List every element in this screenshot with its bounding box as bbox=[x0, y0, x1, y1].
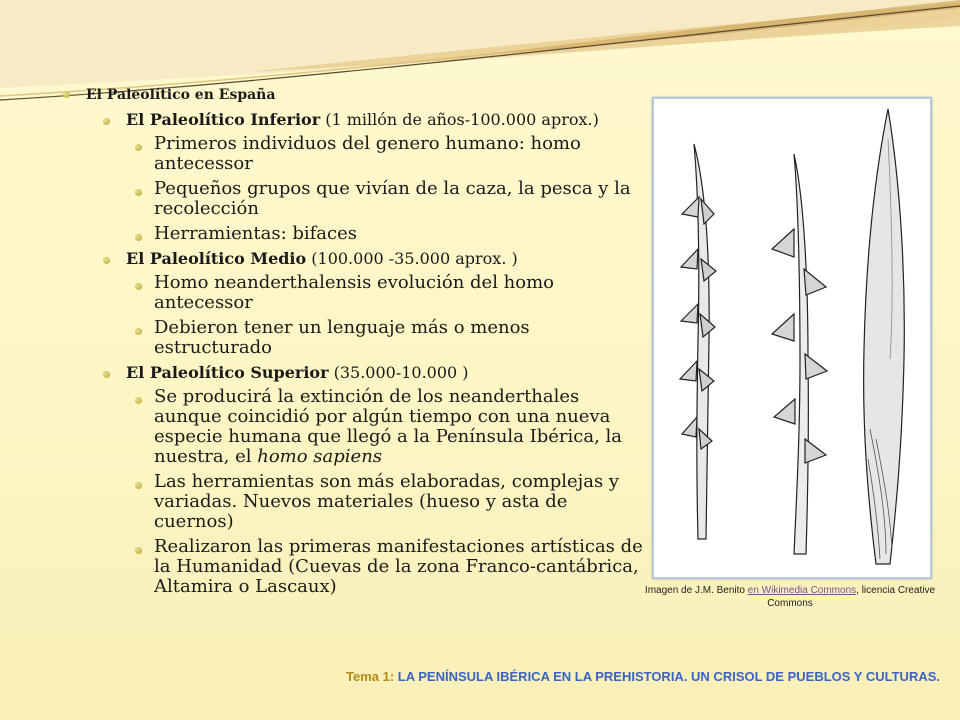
section-title-text: El Paleolítico Medio (100.000 -35.000 aprox. ) bbox=[126, 249, 518, 268]
image-caption: Imagen de J.M. Benito en Wikimedia Commons, licencia Creative Commons bbox=[644, 585, 936, 609]
bullet-icon bbox=[135, 397, 142, 404]
bullet-icon bbox=[63, 91, 70, 98]
bullet-icon bbox=[103, 257, 110, 264]
harpoon-illustration bbox=[652, 97, 932, 579]
bullet-icon bbox=[103, 371, 110, 378]
heading-item bbox=[60, 84, 650, 104]
list-item: Realizaron las primeras manifestaciones artísticas de la Humanidad (Cuevas de la zona Franco-cantábrica, Altamira o Lascaux) bbox=[60, 537, 650, 597]
bullet-icon bbox=[135, 283, 142, 290]
list-item: Se producirá la extinción de los neanderthales aunque coincidió por algún tiempo con una nueva especie humana que llegó a la Península Ibérica, la nuestra, el homo sapiens bbox=[60, 387, 650, 467]
bullet-icon bbox=[135, 482, 142, 489]
footer-title: LA PENÍNSULA IBÉRICA EN LA PREHISTORIA. UN CRISOL DE PUEBLOS Y CULTURAS. bbox=[394, 669, 940, 684]
section-title bbox=[60, 363, 650, 383]
list-item: Debieron tener un lenguaje más o menos estructurado bbox=[60, 318, 650, 358]
bullet-icon bbox=[135, 547, 142, 554]
harpoon-left bbox=[680, 144, 716, 539]
bullet-icon bbox=[135, 189, 142, 196]
list-item: Las herramientas son más elaboradas, complejas y variadas. Nuevos materiales (hueso y asta de cuernos) bbox=[60, 472, 650, 532]
harpoon-drawing bbox=[654, 99, 930, 577]
section-title bbox=[60, 110, 650, 130]
section-title-text: El Paleolítico Inferior (1 millón de años-100.000 aprox.) bbox=[126, 110, 599, 129]
list-item: Pequeños grupos que vivían de la caza, la pesca y la recolección bbox=[60, 179, 650, 219]
footer-label: Tema 1: bbox=[346, 669, 395, 684]
section-title bbox=[60, 249, 650, 269]
bullet-icon bbox=[135, 144, 142, 151]
bullet-icon bbox=[135, 328, 142, 335]
wikimedia-link[interactable]: en Wikimedia Commons bbox=[747, 585, 857, 596]
list-item: Herramientas: bifaces bbox=[60, 224, 650, 244]
slide-heading: El Paleolítico en España bbox=[86, 87, 276, 103]
list-item: Homo neanderthalensis evolución del homo antecessor bbox=[60, 273, 650, 313]
slide-footer bbox=[346, 669, 940, 684]
bullet-icon bbox=[103, 118, 110, 125]
harpoon-right bbox=[864, 109, 905, 564]
bullet-icon bbox=[135, 234, 142, 241]
slide-content bbox=[60, 84, 650, 602]
list-item: Primeros individuos del genero humano: homo antecessor bbox=[60, 134, 650, 174]
italic-term: homo sapiens bbox=[257, 446, 383, 467]
section-title-text: El Paleolítico Superior (35.000-10.000 ) bbox=[126, 363, 469, 382]
harpoon-middle bbox=[772, 154, 827, 554]
